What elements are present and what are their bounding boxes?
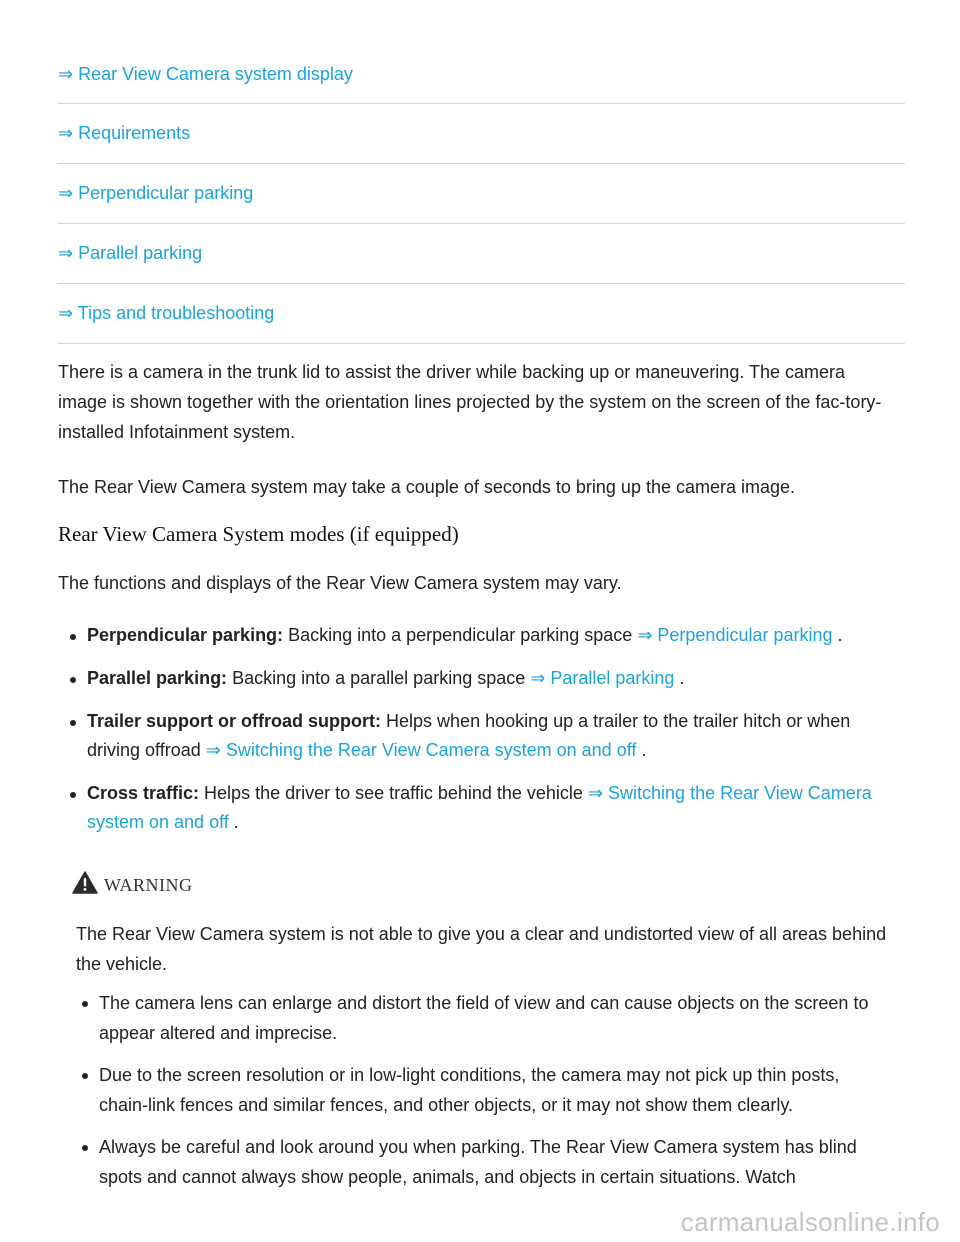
mode-text: Backing into a perpendicular parking space bbox=[288, 625, 633, 645]
toc-list bbox=[58, 45, 905, 344]
mode-link[interactable]: ⇒ Switching the Rear View Camera system on and off bbox=[87, 783, 872, 832]
warning-list bbox=[76, 988, 891, 1204]
watermark: carmanualsonline.info bbox=[680, 1207, 940, 1237]
toc-link-tips[interactable] bbox=[58, 303, 274, 323]
mode-end: . bbox=[641, 740, 647, 760]
mode-text: Backing into a parallel parking space bbox=[232, 668, 526, 688]
toc-item bbox=[58, 284, 905, 344]
list-item bbox=[58, 621, 898, 650]
mode-term: Trailer support or offroad support: bbox=[87, 711, 382, 731]
mode-end: . bbox=[233, 812, 239, 832]
mode-link[interactable]: ⇒ Perpendicular parking bbox=[637, 625, 833, 645]
warning-body: The Rear View Camera system is not able to give you a clear and undistorted view of all areas behind the vehicle. bbox=[76, 924, 887, 974]
list-item: The camera lens can enlarge and distort the field of view and can cause objects on the screen to appear altered and imprecise. bbox=[76, 988, 891, 1048]
warning-header bbox=[72, 870, 193, 900]
list-item: Always be careful and look around you when parking. The Rear View Camera system has blind spots and cannot always show people, animals, and objects in certain situations. Watch bbox=[76, 1132, 891, 1192]
toc-item bbox=[58, 164, 905, 224]
list-item bbox=[58, 707, 898, 765]
mode-end: . bbox=[679, 668, 685, 688]
modes-list bbox=[58, 621, 898, 851]
arrow-icon: ⇒ bbox=[58, 123, 74, 143]
mode-end: . bbox=[837, 625, 843, 645]
toc-link-parallel[interactable] bbox=[58, 243, 202, 263]
toc-item bbox=[58, 104, 905, 164]
intro-paragraph: There is a camera in the trunk lid to assist the driver while backing up or maneuvering. The camera image is shown together with the orientation lines projected by the system on the screen of the fac-tory-installed Infotainment system. bbox=[58, 362, 882, 442]
toc-link-label: Rear View Camera system display bbox=[78, 64, 353, 84]
mode-link[interactable]: ⇒ Switching the Rear View Camera system on and off bbox=[205, 740, 637, 760]
arrow-icon: ⇒ bbox=[58, 64, 74, 84]
arrow-icon: ⇒ bbox=[58, 183, 74, 203]
toc-link-label: Perpendicular parking bbox=[78, 183, 254, 203]
list-item bbox=[58, 664, 898, 693]
mode-text: Helps the driver to see traffic behind the vehicle bbox=[204, 783, 583, 803]
arrow-icon: ⇒ bbox=[58, 243, 74, 263]
warning-triangle-icon bbox=[72, 871, 98, 899]
intro-note: The Rear View Camera system may take a couple of seconds to bring up the camera image. bbox=[58, 477, 796, 497]
section-lead: The functions and displays of the Rear View Camera system may vary. bbox=[58, 573, 622, 593]
toc-link-perpendicular[interactable] bbox=[58, 183, 253, 203]
toc-link-label: Parallel parking bbox=[78, 243, 203, 263]
mode-term: Perpendicular parking: bbox=[87, 625, 284, 645]
mode-term: Parallel parking: bbox=[87, 668, 228, 688]
list-item bbox=[58, 779, 898, 837]
list-item: Due to the screen resolution or in low-light conditions, the camera may not pick up thin posts, chain-link fences and similar fences, and other objects, or it may not show them clearly. bbox=[76, 1060, 891, 1120]
toc-item bbox=[58, 224, 905, 284]
toc-link-display[interactable] bbox=[58, 64, 353, 84]
toc-link-label: Tips and troubleshooting bbox=[77, 303, 275, 323]
section-heading: Rear View Camera System modes (if equipped) bbox=[58, 522, 459, 546]
warning-title: WARNING bbox=[104, 874, 193, 895]
mode-text: Helps when hooking up a trailer to the trailer hitch or when driving offroad bbox=[87, 711, 851, 760]
toc-link-label: Requirements bbox=[78, 123, 191, 143]
toc-item bbox=[58, 45, 905, 104]
toc-link-requirements[interactable] bbox=[58, 123, 190, 143]
mode-term: Cross traffic: bbox=[87, 783, 200, 803]
arrow-icon: ⇒ bbox=[58, 303, 74, 323]
mode-link[interactable]: ⇒ Parallel parking bbox=[530, 668, 675, 688]
